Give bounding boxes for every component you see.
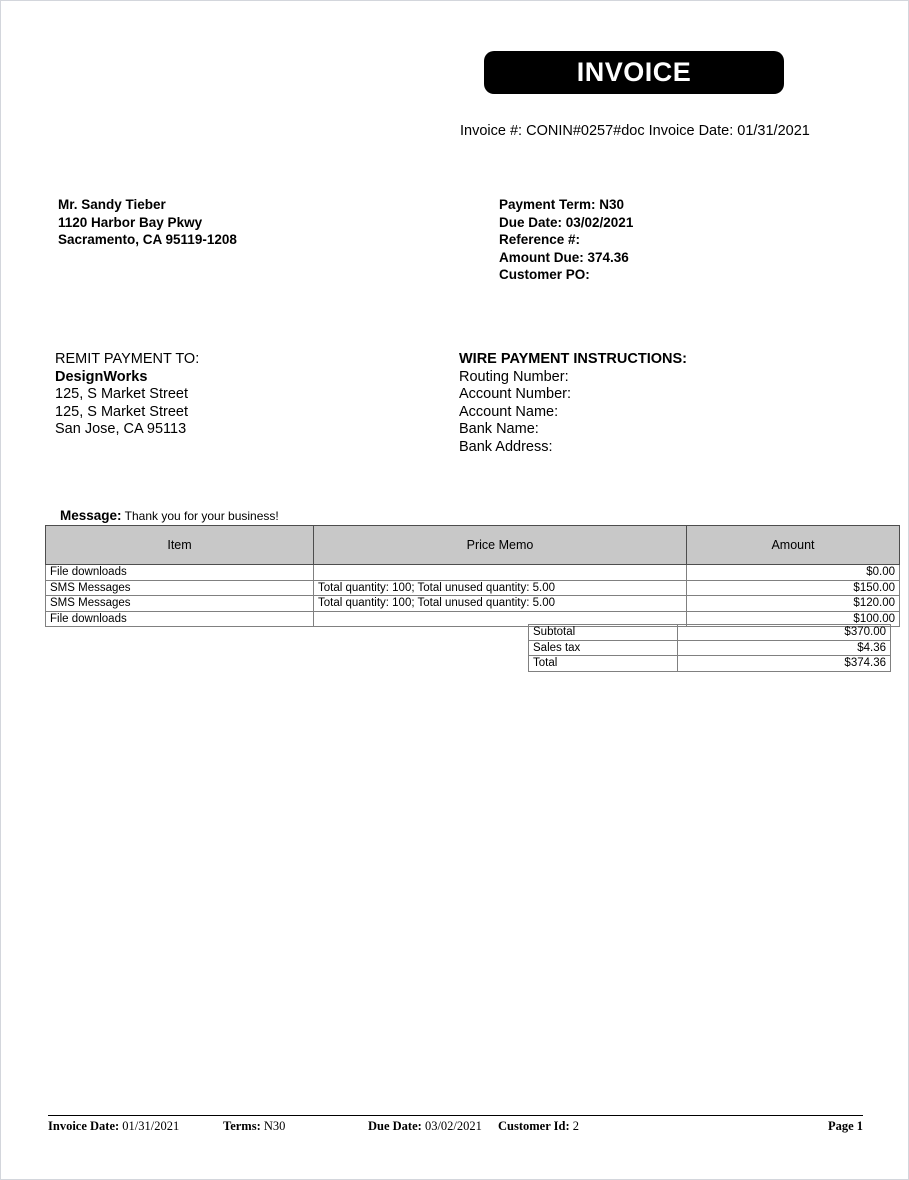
footer-terms-label: Terms: — [223, 1119, 261, 1133]
cell-amount: $0.00 — [687, 565, 900, 581]
page-title: INVOICE — [576, 57, 692, 87]
footer-terms-value: N30 — [263, 1119, 286, 1133]
line-items-table — [45, 525, 900, 627]
wire-payment-block — [459, 351, 687, 456]
footer-page-number — [828, 1119, 863, 1134]
totals-row-subtotal — [529, 625, 891, 641]
column-header-amount: Amount — [687, 526, 900, 565]
customer-po: Customer PO: — [499, 267, 590, 282]
footer-terms — [223, 1119, 368, 1134]
totals-row-sales-tax — [529, 640, 891, 656]
cell-item: SMS Messages — [46, 596, 314, 612]
footer-invoice-date-value: 01/31/2021 — [122, 1119, 180, 1133]
message-text: Thank you for your business! — [124, 509, 279, 523]
cell-amount: $150.00 — [687, 580, 900, 596]
wire-account-number: Account Number: — [459, 386, 572, 402]
footer-customer-id-label: Customer Id: — [498, 1119, 570, 1133]
cell-item: File downloads — [46, 565, 314, 581]
cell-item: SMS Messages — [46, 580, 314, 596]
table-row — [46, 580, 900, 596]
reference-number: Reference #: — [499, 232, 581, 247]
bill-to-name: Mr. Sandy Tieber — [58, 197, 166, 212]
footer-due-date-label: Due Date: — [368, 1119, 422, 1133]
footer-customer-id-value: 2 — [572, 1119, 580, 1133]
payment-terms-block — [499, 196, 633, 284]
wire-account-name: Account Name: — [459, 403, 559, 420]
totals-table — [528, 624, 891, 672]
table-row — [46, 596, 900, 612]
remit-heading: REMIT PAYMENT TO: — [55, 351, 200, 367]
wire-heading: WIRE PAYMENT INSTRUCTIONS: — [459, 351, 687, 367]
remit-address-line2: 125, S Market Street — [55, 403, 188, 420]
invoice-title-banner — [484, 51, 784, 94]
footer-page-label: Page 1 — [827, 1119, 863, 1133]
totals-row-total — [529, 656, 891, 672]
footer-invoice-date — [48, 1119, 223, 1134]
wire-bank-name: Bank Name: — [459, 421, 539, 437]
cell-item: File downloads — [46, 611, 314, 627]
footer-due-date-value: 03/02/2021 — [424, 1119, 482, 1133]
remit-payment-block — [55, 351, 199, 439]
footer-customer-id — [498, 1119, 828, 1134]
column-header-price-memo: Price Memo — [314, 526, 687, 565]
totals-value-subtotal: $370.00 — [678, 625, 891, 641]
table-row — [46, 565, 900, 581]
due-date: Due Date: 03/02/2021 — [499, 214, 634, 230]
totals-label-subtotal: Subtotal — [529, 625, 678, 641]
table-header-row — [46, 526, 900, 565]
cell-amount: $120.00 — [687, 596, 900, 612]
amount-due: Amount Due: 374.36 — [499, 249, 629, 265]
remit-city-state-zip: San Jose, CA 95113 — [55, 421, 187, 437]
footer-due-date — [368, 1119, 498, 1134]
message-line — [60, 508, 279, 523]
wire-routing-number: Routing Number: — [459, 368, 569, 385]
invoice-meta-line: Invoice #: CONIN#0257#doc Invoice Date: 01/31/2021 — [460, 123, 810, 139]
column-header-item: Item — [46, 526, 314, 565]
page-footer — [48, 1115, 863, 1134]
footer-row — [48, 1119, 863, 1134]
totals-value-sales-tax: $4.36 — [678, 640, 891, 656]
wire-bank-address: Bank Address: — [459, 438, 553, 455]
cell-price-memo: Total quantity: 100; Total unused quantity: 5.00 — [314, 596, 687, 612]
bill-to-block — [58, 196, 237, 249]
cell-price-memo: Total quantity: 100; Total unused quantity: 5.00 — [314, 580, 687, 596]
remit-company-name: DesignWorks — [55, 368, 148, 385]
totals-value-total: $374.36 — [678, 656, 891, 672]
message-label: Message: — [60, 508, 122, 523]
payment-term: Payment Term: N30 — [499, 197, 625, 212]
totals-label-sales-tax: Sales tax — [529, 640, 678, 656]
bill-to-street: 1120 Harbor Bay Pkwy — [58, 214, 203, 230]
cell-price-memo — [314, 565, 687, 581]
cell-amount: $100.00 — [687, 611, 900, 627]
footer-invoice-date-label: Invoice Date: — [48, 1119, 120, 1133]
bill-to-city-state-zip: Sacramento, CA 95119-1208 — [58, 232, 237, 247]
remit-address-line1: 125, S Market Street — [55, 386, 188, 402]
totals-label-total: Total — [529, 656, 678, 672]
